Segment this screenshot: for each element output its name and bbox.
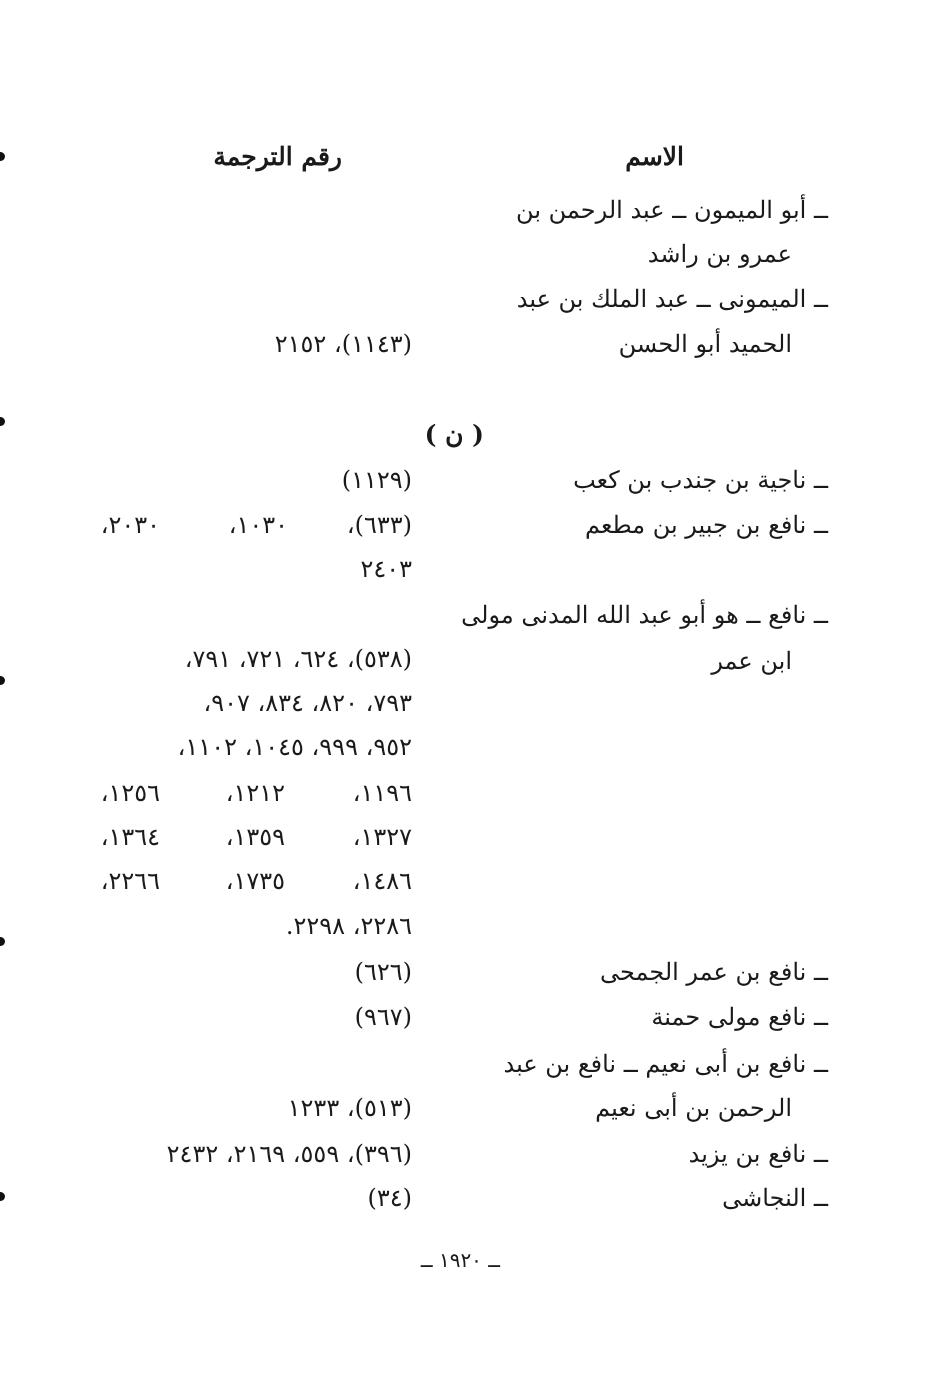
entry-refs: ١١٩٦، <box>352 779 412 807</box>
binding-mark <box>0 937 5 946</box>
entry-name-line: ــ نافع مولى حمنة <box>651 1003 828 1031</box>
entry-refs: ١٣٥٩، <box>225 823 285 851</box>
entry-refs: ٢٢٨٦، ٢٢٩٨. <box>285 912 412 940</box>
section-letter: ( ن ) <box>424 420 484 449</box>
ref-column-header: رقم الترجمة <box>213 142 342 171</box>
entry-refs: (٣٩٦)، ٥٥٩، ٢١٦٩، ٢٤٣٢ <box>166 1140 412 1168</box>
entry-refs: ١٧٣٥، <box>225 867 285 895</box>
entry-refs: (٩٦٧) <box>354 1003 412 1031</box>
entry-name-line: الرحمن بن أبى نعيم <box>595 1094 792 1122</box>
name-column-header: الاسم <box>625 142 684 171</box>
entry-name-line: ــ الميمونى ــ عبد الملك بن عبد <box>516 285 828 313</box>
entry-refs: (٥٣٨)، ٦٢٤، ٧٢١، ٧٩١، <box>184 645 412 673</box>
entry-refs: (٣٤) <box>367 1184 412 1212</box>
entry-refs: ١٢٥٦، <box>100 779 160 807</box>
entry-name-line: ــ النجاشى <box>722 1184 828 1212</box>
entry-name-line: ــ نافع ــ هو أبو عبد الله المدنى مولى <box>461 601 828 629</box>
entry-name-line: ــ ناجية بن جندب بن كعب <box>573 466 828 494</box>
entry-name-line: الحميد أبو الحسن <box>618 330 792 358</box>
entry-refs: (٦٣٣)، <box>346 511 412 539</box>
entry-name-line: ابن عمر <box>711 647 792 675</box>
binding-mark <box>0 1192 5 1201</box>
entry-refs: (٥١٣)، ١٢٣٣ <box>287 1094 412 1122</box>
entry-refs: ١٠٣٠، <box>228 511 288 539</box>
entry-refs: ٢٢٦٦، <box>100 867 160 895</box>
entry-refs: (١١٤٣)، ٢١٥٢ <box>274 330 412 358</box>
entry-refs: ٩٥٢، ٩٩٩، ١٠٤٥، ١١٠٢، <box>177 733 412 761</box>
entry-refs: ١٣٢٧، <box>352 823 412 851</box>
entry-name-line: ــ نافع بن جبير بن مطعم <box>585 511 828 539</box>
entry-refs: ٧٩٣، ٨٢٠، ٨٣٤، ٩٠٧، <box>203 689 412 717</box>
entry-refs: (٦٢٦) <box>354 958 412 986</box>
page-number: ــ ١٩٢٠ ــ <box>420 1248 500 1272</box>
binding-mark <box>0 676 5 685</box>
entry-name-line: ــ أبو الميمون ــ عبد الرحمن بن <box>516 196 828 224</box>
entry-name-line: ــ نافع بن يزيد <box>688 1140 828 1168</box>
entry-name-line: ــ نافع بن أبى نعيم ــ نافع بن عبد <box>503 1050 828 1078</box>
binding-mark <box>0 152 5 161</box>
entry-name-line: عمرو بن راشد <box>647 240 792 268</box>
entry-name-line: ــ نافع بن عمر الجمحى <box>599 958 828 986</box>
entry-refs: ١٢١٢، <box>225 779 285 807</box>
entry-refs: (١١٢٩) <box>341 466 412 494</box>
entry-refs: ١٣٦٤، <box>100 823 160 851</box>
entry-refs: ٢٠٣٠، <box>100 511 160 539</box>
entry-refs: ١٤٨٦، <box>352 867 412 895</box>
entry-refs: ٢٤٠٣ <box>360 555 412 583</box>
binding-mark <box>0 417 5 426</box>
